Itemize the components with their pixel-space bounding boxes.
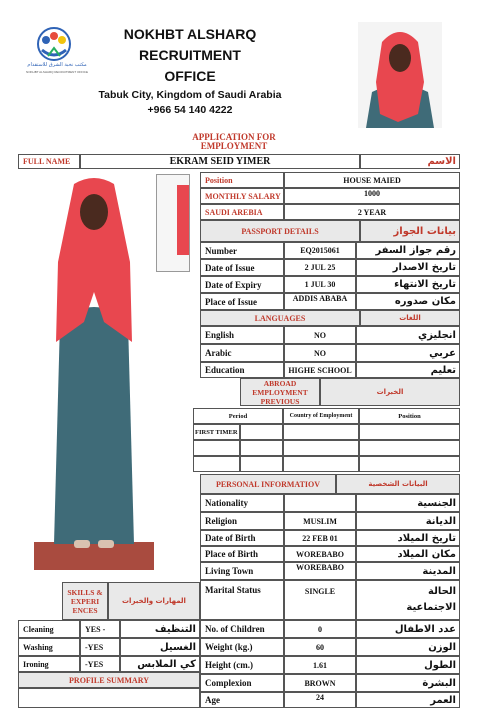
weight-label: Weight (kg.) — [200, 638, 284, 656]
abroad-cell — [359, 440, 460, 456]
washing-label: Washing — [18, 638, 80, 656]
country-value: SAUDI AREBIA — [200, 204, 284, 220]
passport-number-arabic: رقم جواز السفر — [356, 242, 460, 259]
ironing-label: Ironing — [18, 656, 80, 672]
personal-header: PERSONAL INFORMATIOV — [200, 474, 336, 494]
profile-summary-header: PROFILE SUMMARY — [18, 672, 200, 688]
abroad-first-timer: FIRST TIMER — [193, 424, 240, 440]
birth-place-value: WOREBABO — [284, 546, 356, 562]
skills-header: SKILLS & EXPERI ENCES — [62, 582, 108, 620]
abroad-header: ABROAD EMPLOYMENT PREVIOUS — [240, 378, 320, 406]
weight-arabic: الوزن — [356, 638, 460, 656]
full-name-value: EKRAM SEID YIMER — [80, 154, 360, 169]
full-body-photo — [34, 172, 154, 570]
headshot-photo — [358, 22, 442, 128]
birth-date-value: 22 FEB 01 — [284, 530, 356, 546]
abroad-cell — [193, 440, 240, 456]
living-town-label: Living Town — [200, 562, 284, 580]
issue-place-value: ADDIS ABABA — [284, 293, 356, 310]
abroad-cell — [283, 456, 359, 472]
complexion-label: Complexion — [200, 674, 284, 692]
company-name-line1: NOKHBT ALSHARQ — [123, 26, 257, 42]
abroad-col-position: Position — [359, 408, 460, 424]
children-value: 0 — [284, 620, 356, 638]
expiry-date-value: 1 JUL 30 — [284, 276, 356, 293]
company-logo — [22, 20, 92, 90]
company-city: Tabuk City, Kingdom of Saudi Arabia — [98, 89, 282, 101]
nationality-value — [284, 494, 356, 512]
education-label: Education — [200, 362, 284, 378]
birth-place-arabic: مكان الميلاد — [356, 546, 460, 562]
complexion-arabic: البشرة — [356, 674, 460, 692]
abroad-cell — [240, 456, 283, 472]
position-value: HOUSE MAIED — [284, 172, 460, 188]
abroad-cell — [283, 424, 359, 440]
arabic-value: NO — [284, 344, 356, 362]
personal-header-arabic: البيانات الشخصية — [336, 474, 460, 494]
marital-status-value: SINGLE — [284, 580, 356, 620]
passport-header-arabic: بيانات الجواز — [360, 220, 460, 242]
languages-header: LANGUAGES — [200, 310, 360, 326]
ironing-value: -YES — [80, 656, 120, 672]
arabic-label: Arabic — [200, 344, 284, 362]
full-name-arabic: الاسم — [360, 154, 460, 169]
abroad-cell — [359, 424, 460, 440]
living-town-value: WOREBABO — [284, 562, 356, 580]
nationality-label: Nationality — [200, 494, 284, 512]
abroad-col-period: Period — [193, 408, 283, 424]
passport-header: PASSPORT DETAILS — [200, 220, 360, 242]
marital-status-label: Marital Status — [200, 580, 284, 620]
children-label: No. of Children — [200, 620, 284, 638]
religion-value: MUSLIM — [284, 512, 356, 530]
company-name-line3: OFFICE — [164, 68, 216, 84]
expiry-date-arabic: تاريخ الانتهاء — [356, 276, 460, 293]
passport-number-label: Number — [200, 242, 284, 259]
abroad-col-country: Country of Employment — [283, 408, 359, 424]
complexion-value: BROWN — [284, 674, 356, 692]
salary-label: MONTHLY SALARY — [200, 188, 284, 204]
logo-subtext: NOKHBT ALSHARQ RECRUITMENT OFFICE — [26, 70, 88, 74]
application-title: APPLICATION FOR EMPLOYMENT — [192, 132, 276, 151]
company-phone: +966 54 140 4222 — [147, 104, 233, 116]
issue-place-label: Place of Issue — [200, 293, 284, 310]
education-arabic: تعليم — [356, 362, 460, 378]
expiry-date-label: Date of Expiry — [200, 276, 284, 293]
religion-arabic: الديانة — [356, 512, 460, 530]
full-name-label: FULL NAME — [18, 154, 80, 169]
height-arabic: الطول — [356, 656, 460, 674]
english-value: NO — [284, 326, 356, 344]
logo-arabic-text: مكتب نخبة الشرق للاستقدام — [27, 62, 87, 68]
issue-place-arabic: مكان صدوره — [356, 293, 460, 310]
birth-date-label: Date of Birth — [200, 530, 284, 546]
birth-place-label: Place of Birth — [200, 546, 284, 562]
issue-date-arabic: تاريخ الاصدار — [356, 259, 460, 276]
abroad-cell — [240, 424, 283, 440]
english-arabic: انجليزي — [356, 326, 460, 344]
age-value: 24 — [284, 692, 356, 708]
abroad-cell — [240, 440, 283, 456]
ironing-arabic: كي الملابس — [120, 656, 200, 672]
english-label: English — [200, 326, 284, 344]
arabic-arabic: عربي — [356, 344, 460, 362]
languages-header-arabic: اللغات — [360, 310, 460, 326]
issue-date-value: 2 JUL 25 — [284, 259, 356, 276]
abroad-cell — [283, 440, 359, 456]
age-arabic: العمر — [356, 692, 460, 708]
washing-value: -YES — [80, 638, 120, 656]
cleaning-value: YES - — [80, 620, 120, 638]
height-label: Height (cm.) — [200, 656, 284, 674]
birth-date-arabic: تاريخ الميلاد — [356, 530, 460, 546]
passport-number-value: EQ2015061 — [284, 242, 356, 259]
nationality-arabic: الجنسية — [356, 494, 460, 512]
marital-status-arabic: الحالة الاجتماعية — [356, 580, 460, 620]
company-name-line2: RECRUITMENT — [139, 47, 241, 63]
contract-value: 2 YEAR — [284, 204, 460, 220]
height-value: 1.61 — [284, 656, 356, 674]
profile-summary-box — [18, 688, 200, 708]
abroad-cell — [359, 456, 460, 472]
children-arabic: عدد الاطفال — [356, 620, 460, 638]
washing-arabic: الغسيل — [120, 638, 200, 656]
position-label: Position — [200, 172, 284, 188]
abroad-header-arabic: الخبرات — [320, 378, 460, 406]
abroad-cell — [193, 456, 240, 472]
religion-label: Religion — [200, 512, 284, 530]
skills-header-arabic: المهارات والخبرات — [108, 582, 200, 620]
living-town-arabic: المدينة — [356, 562, 460, 580]
cleaning-label: Cleaning — [18, 620, 80, 638]
issue-date-label: Date of Issue — [200, 259, 284, 276]
education-value: HIGHE SCHOOL — [284, 362, 356, 378]
salary-value: 1000 — [284, 188, 460, 204]
age-label: Age — [200, 692, 284, 708]
weight-value: 60 — [284, 638, 356, 656]
photo-partial-edge — [156, 174, 190, 272]
cleaning-arabic: التنظيف — [120, 620, 200, 638]
